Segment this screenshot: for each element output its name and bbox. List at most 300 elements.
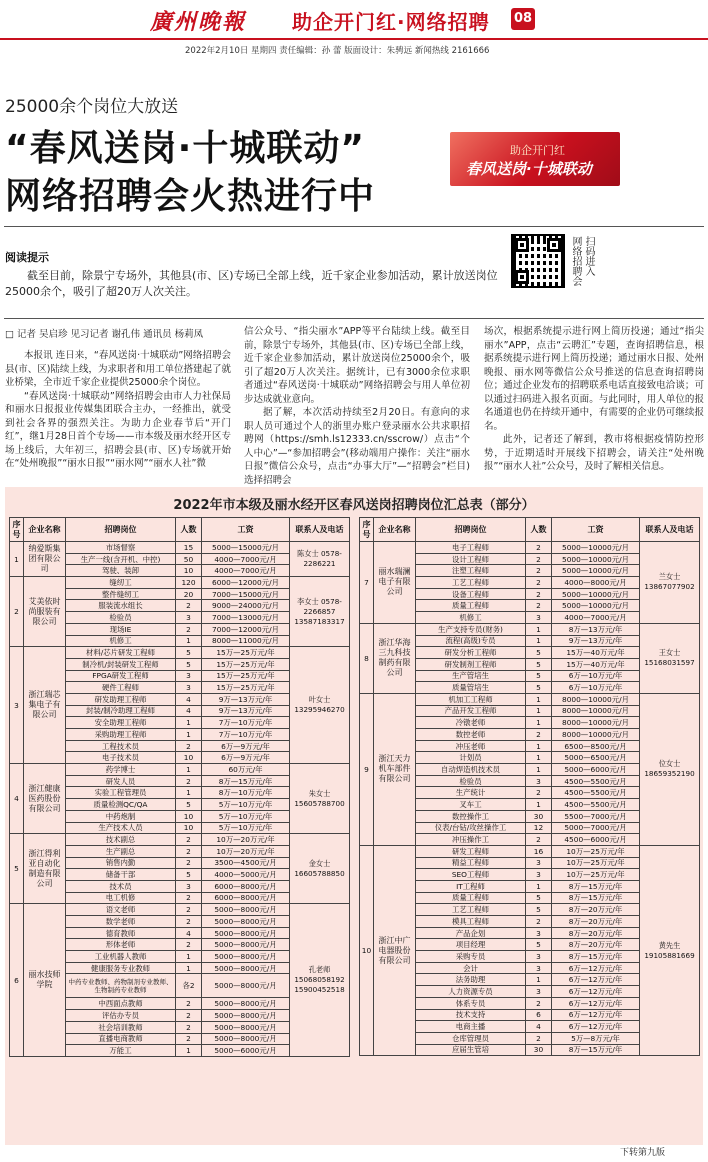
headcount: 2 <box>526 997 552 1009</box>
salary: 10万—20万元/年 <box>202 845 290 857</box>
job-title: 技术副总 <box>66 834 176 846</box>
recruitment-table-panel <box>5 487 703 1145</box>
qr-eye-icon <box>515 270 529 284</box>
company-name: 艾美依时尚服装有限公司 <box>24 577 66 647</box>
campaign-banner <box>450 132 620 186</box>
paragraph: 本报讯 连日来，“春风送岗·十城联动”网络招聘会县(市、区)陆续上线，为求职者和用工单位搭建起了就业桥梁，全市近千家企业提供25000余个岗位。 <box>5 350 231 388</box>
contact: 王女士 15168031597 <box>640 623 700 693</box>
job-title: 研发人员 <box>66 775 176 787</box>
job-title: FPGA研发工程师 <box>66 670 176 682</box>
salary: 8万—13万元/年 <box>552 623 640 635</box>
table-row <box>10 904 350 916</box>
row-number: 10 <box>360 845 374 1055</box>
headcount: 各2 <box>176 974 202 998</box>
job-title: 流程(高级)专员 <box>416 635 526 647</box>
paragraph: “春风送岗·十城联动”网络招聘会由市人力社保局和丽水日报报业传媒集团联合主办，一经推出，就受到社会各界的强烈关注。为助力企业春节后“开门红”，继1月28日首个专场——市本级及丽水经开区专场上线后，大年初三，招聘会县(市、区)专场就开始在“处州晚报”“丽水日报”“丽水网”“丽水人社”微 <box>5 390 231 469</box>
salary: 5万—10万元/年 <box>202 799 290 811</box>
job-title: 项目经理 <box>416 939 526 951</box>
salary: 9万—13万元/年 <box>202 705 290 717</box>
job-title: 万能工 <box>66 1045 176 1057</box>
company-name: 浙江健康医药股份有限公司 <box>24 764 66 834</box>
job-title: 生产副总 <box>66 845 176 857</box>
salary: 10万—20万元/年 <box>202 834 290 846</box>
headcount: 1 <box>176 962 202 974</box>
newspaper-logo: 廣州晚報 <box>150 9 247 35</box>
table-left <box>9 517 349 1057</box>
table-row <box>10 542 350 554</box>
company-name: 丽水瑞澜电子有限公司 <box>374 542 416 624</box>
divider <box>4 318 704 319</box>
headcount: 1 <box>526 705 552 717</box>
job-title: 数控操作工 <box>416 810 526 822</box>
job-title: 研发分析工程师 <box>416 647 526 659</box>
salary: 8万—10万元/年 <box>202 787 290 799</box>
salary: 8万—15万元/年 <box>552 1044 640 1056</box>
job-title: SEO工程师 <box>416 869 526 881</box>
job-title: 驾驶、装卸 <box>66 565 176 577</box>
headcount: 10 <box>176 565 202 577</box>
job-title: 研发制剂工程师 <box>416 658 526 670</box>
headcount: 5 <box>526 647 552 659</box>
contact: 陈女士 0578-2286221 <box>290 542 350 577</box>
job-title: 电工机修 <box>66 892 176 904</box>
headcount: 2 <box>176 998 202 1010</box>
job-title: 产品企划 <box>416 927 526 939</box>
job-title: 健康服务专业教师 <box>66 962 176 974</box>
headline-line-2: 网络招聘会火热进行中 <box>5 176 376 217</box>
paragraph: 信公众号、“指尖丽水”APP等平台陆续上线。截至目前，除景宁专场外，其他县(市、区)专场已全部上线，近千家企业参加活动，累计放送岗位25000余个，吸引了超20万人次关注。据统计，已有3000余位求职者通过“春风送岗·十城联动”网络招聘会与用人单位初步达成就业意向。 <box>244 326 470 405</box>
qr-code[interactable] <box>511 234 565 288</box>
recruitment-table-right <box>359 517 700 1056</box>
column-header: 工资 <box>552 518 640 542</box>
row-number: 5 <box>10 834 24 904</box>
headcount: 10 <box>176 822 202 834</box>
recruitment-table-left <box>9 517 350 1057</box>
salary: 4000—5000元/月 <box>202 869 290 881</box>
headcount: 2 <box>526 916 552 928</box>
job-title: 生产支持专员(财务) <box>416 623 526 635</box>
salary: 15万—40万元/年 <box>552 658 640 670</box>
headcount: 15 <box>176 542 202 554</box>
salary: 5000—8000元/月 <box>202 998 290 1010</box>
contact: 李女士 0578-2266857 13587183317 <box>290 577 350 647</box>
salary: 3500—4500元/月 <box>202 857 290 869</box>
headcount: 20 <box>176 588 202 600</box>
column-header: 联系人及电话 <box>640 518 700 542</box>
column-header: 联系人及电话 <box>290 518 350 542</box>
salary: 5000—8000元/月 <box>202 939 290 951</box>
salary: 5000—10000元/月 <box>552 565 640 577</box>
salary: 6000—12000元/月 <box>202 577 290 589</box>
headcount: 3 <box>526 775 552 787</box>
column-header: 人数 <box>176 518 202 542</box>
job-title: 模具工程师 <box>416 916 526 928</box>
paragraph: 据了解，本次活动持续至2月20日。有意向的求职人员可通过个人的浙里办账户登录丽水公共求职招聘网（https://smh.ls12333.cn/sscrow/）点击“个人中心”—“参加招聘会”(移动端用户操作：关注“丽水日报”微信公众号，点击“办事大厅”—“招聘会”栏目)选择招聘会 <box>244 407 470 486</box>
salary: 6万—12万元/年 <box>552 986 640 998</box>
job-title: 人力资源专员 <box>416 986 526 998</box>
row-number: 7 <box>360 542 374 624</box>
job-title: 语文老师 <box>66 904 176 916</box>
column-header: 招聘岗位 <box>416 518 526 542</box>
headcount: 4 <box>176 693 202 705</box>
salary: 5万—8万元/年 <box>552 1032 640 1044</box>
job-title: 仓库管理员 <box>416 1032 526 1044</box>
table-row <box>10 647 350 659</box>
job-title: 法务助理 <box>416 974 526 986</box>
headcount: 1 <box>176 635 202 647</box>
salary: 15万—40万元/年 <box>552 647 640 659</box>
salary: 10万—25万元/年 <box>552 857 640 869</box>
job-title: 现场IE <box>66 623 176 635</box>
salary: 6万—12万元/年 <box>552 997 640 1009</box>
table-header-row <box>360 518 700 542</box>
column-header: 人数 <box>526 518 552 542</box>
article-column-2 <box>244 325 470 487</box>
headcount: 2 <box>176 834 202 846</box>
headcount: 2 <box>526 588 552 600</box>
salary: 8万—20万元/年 <box>552 916 640 928</box>
column-header: 工资 <box>202 518 290 542</box>
job-title: 仪表/台钻/攻丝操作工 <box>416 822 526 834</box>
job-title: 检验员 <box>66 612 176 624</box>
headcount: 3 <box>176 670 202 682</box>
column-header: 招聘岗位 <box>66 518 176 542</box>
headcount: 2 <box>526 577 552 589</box>
job-title: 会计 <box>416 962 526 974</box>
company-name: 纳爱斯集团有限公司 <box>24 542 66 577</box>
salary: 5000—15000元/月 <box>202 542 290 554</box>
headcount: 2 <box>176 845 202 857</box>
job-title: 工艺工程师 <box>416 904 526 916</box>
salary: 6500—8500元/月 <box>552 740 640 752</box>
job-title: 社会培训教师 <box>66 1021 176 1033</box>
contact: 位女士 18659352190 <box>640 693 700 845</box>
headcount: 5 <box>526 670 552 682</box>
salary: 5万—10万元/年 <box>202 810 290 822</box>
article-column-1 <box>5 349 231 471</box>
salary: 5万—10万元/年 <box>202 822 290 834</box>
headcount: 5 <box>526 939 552 951</box>
contact: 叶女士 13295946270 <box>290 647 350 764</box>
headcount: 2 <box>526 1032 552 1044</box>
headcount: 2 <box>176 623 202 635</box>
headcount: 5 <box>176 658 202 670</box>
row-number: 4 <box>10 764 24 834</box>
headcount: 2 <box>176 740 202 752</box>
headcount: 2 <box>176 775 202 787</box>
banner-line-2: 春风送岗·十城联动 <box>466 160 592 178</box>
salary: 9000—24000元/月 <box>202 600 290 612</box>
job-title: 形体老师 <box>66 939 176 951</box>
salary: 8000—11000元/月 <box>202 635 290 647</box>
headcount: 5 <box>176 799 202 811</box>
headcount: 3 <box>176 682 202 694</box>
headcount: 5 <box>526 682 552 694</box>
job-title: 冲压老师 <box>416 740 526 752</box>
headcount: 12 <box>526 822 552 834</box>
salary: 6万—12万元/年 <box>552 1021 640 1033</box>
salary: 7万—10万元/年 <box>202 729 290 741</box>
row-number: 3 <box>10 647 24 764</box>
salary: 8000—10000元/月 <box>552 705 640 717</box>
salary: 5000—8000元/月 <box>202 916 290 928</box>
company-name: 丽水技师学院 <box>24 904 66 1057</box>
headcount: 2 <box>526 834 552 846</box>
headcount: 1 <box>526 880 552 892</box>
headcount: 10 <box>176 752 202 764</box>
salary: 4000—7000元/月 <box>202 553 290 565</box>
table-header-row <box>10 518 350 542</box>
salary: 6万—10万元/年 <box>552 682 640 694</box>
headcount: 1 <box>176 1045 202 1057</box>
job-title: 缝纫工 <box>66 577 176 589</box>
job-title: 市场督察 <box>66 542 176 554</box>
salary: 8万—15万元/年 <box>202 775 290 787</box>
headcount: 120 <box>176 577 202 589</box>
job-title: 设备工程师 <box>416 588 526 600</box>
salary: 6000—8000元/月 <box>202 880 290 892</box>
job-title: 中药专业教师、药物制剂专业教师、生物制药专业教师 <box>66 974 176 998</box>
headcount: 2 <box>526 553 552 565</box>
salary: 8万—20万元/年 <box>552 939 640 951</box>
job-title: 实验工程管理员 <box>66 787 176 799</box>
headcount: 5 <box>526 904 552 916</box>
company-name: 浙江华海三九科技制药有限公司 <box>374 623 416 693</box>
job-title: 封装/制冷助理工程师 <box>66 705 176 717</box>
salary: 8万—20万元/年 <box>552 927 640 939</box>
column-header: 企业名称 <box>374 518 416 542</box>
salary: 8000—10000元/月 <box>552 717 640 729</box>
paragraph: 场次，根据系统提示进行网上简历投递；通过“指尖丽水”APP，点击“云聘汇”专题，查询招聘信息，根据系统提示进行网上简历投递；通过丽水日报、处州晚报、丽水网等微信公众号推送的信息查询招聘岗位；通过企业发布的招聘联系电话直接致电洽谈；可以通过扫码进入报名页面。与此同时，用人单位的报名通道也仍在持续开通中，有需要的企业仍可继续报名。 <box>484 326 704 432</box>
salary: 15万—25万元/年 <box>202 670 290 682</box>
qr-caption-1: 网络招聘会 <box>570 236 581 286</box>
table-row <box>360 623 700 635</box>
headcount: 1 <box>526 635 552 647</box>
salary: 15万—25万元/年 <box>202 647 290 659</box>
headcount: 1 <box>526 799 552 811</box>
job-title: 直播电商教师 <box>66 1033 176 1045</box>
salary: 9万—13万元/年 <box>202 693 290 705</box>
headcount: 5 <box>526 892 552 904</box>
table-row <box>360 845 700 857</box>
banner-line-1: 助企开门红 <box>510 144 565 157</box>
job-title: 工艺工程师 <box>416 577 526 589</box>
job-title: 数控老师 <box>416 729 526 741</box>
salary: 6万—12万元/年 <box>552 1009 640 1021</box>
masthead <box>0 0 708 44</box>
salary: 15万—25万元/年 <box>202 682 290 694</box>
job-title: 中西面点教师 <box>66 998 176 1010</box>
salary: 5000—6000元/月 <box>552 764 640 776</box>
headcount: 3 <box>526 962 552 974</box>
job-title: 采购助理工程师 <box>66 729 176 741</box>
headcount: 1 <box>176 729 202 741</box>
table-right <box>359 517 699 1056</box>
headcount: 2 <box>176 939 202 951</box>
headline-line-1: “春风送岗·十城联动” <box>5 128 365 169</box>
job-title: 检验员 <box>416 775 526 787</box>
page-number: 08 <box>511 8 535 30</box>
salary: 8万—15万元/年 <box>552 892 640 904</box>
headcount: 1 <box>526 717 552 729</box>
headcount: 2 <box>176 1010 202 1022</box>
headcount: 3 <box>176 612 202 624</box>
kicker: 25000余个岗位大放送 <box>5 97 179 117</box>
job-title: 生产一线(含开机、中控) <box>66 553 176 565</box>
job-title: 质量工程师 <box>416 600 526 612</box>
headcount: 4 <box>526 1021 552 1033</box>
salary: 5000—8000元/月 <box>202 962 290 974</box>
job-title: 研发工程师 <box>416 845 526 857</box>
job-title: 叉车工 <box>416 799 526 811</box>
job-title: 药学博士 <box>66 764 176 776</box>
job-title: 德育教师 <box>66 927 176 939</box>
job-title: 机修工 <box>416 612 526 624</box>
headcount: 3 <box>526 612 552 624</box>
salary: 6万—12万元/年 <box>552 974 640 986</box>
headcount: 1 <box>526 974 552 986</box>
headcount: 2 <box>526 565 552 577</box>
contact: 金女士 16605788850 <box>290 834 350 904</box>
row-number: 9 <box>360 693 374 845</box>
salary: 6万—9万元/年 <box>202 740 290 752</box>
headcount: 1 <box>526 693 552 705</box>
salary: 4000—7000元/月 <box>202 565 290 577</box>
table-row <box>360 542 700 554</box>
headcount: 30 <box>526 810 552 822</box>
salary: 4500—5500元/月 <box>552 787 640 799</box>
job-title: 机修工 <box>66 635 176 647</box>
job-title: 安全助理工程师 <box>66 717 176 729</box>
headcount: 2 <box>176 904 202 916</box>
salary: 6万—10万元/年 <box>552 670 640 682</box>
contact: 朱女士 15605788700 <box>290 764 350 834</box>
salary: 4000—8000元/月 <box>552 577 640 589</box>
job-title: 储备干部 <box>66 869 176 881</box>
salary: 5000—8000元/月 <box>202 1021 290 1033</box>
headcount: 5 <box>176 869 202 881</box>
headcount: 2 <box>176 857 202 869</box>
job-title: 服装流水组长 <box>66 600 176 612</box>
job-title: 冲压操作工 <box>416 834 526 846</box>
salary: 7000—13000元/月 <box>202 612 290 624</box>
job-title: 计划员 <box>416 752 526 764</box>
salary: 7000—15000元/月 <box>202 588 290 600</box>
headcount: 4 <box>176 705 202 717</box>
job-title: 生产技术人员 <box>66 822 176 834</box>
salary: 8000—10000元/月 <box>552 693 640 705</box>
job-title: 注塑工程师 <box>416 565 526 577</box>
row-number: 6 <box>10 904 24 1057</box>
headcount: 2 <box>176 1033 202 1045</box>
table-row <box>10 834 350 846</box>
job-title: 技术支持 <box>416 1009 526 1021</box>
contact: 黄先生 19105881669 <box>640 845 700 1055</box>
job-title: 工程技术员 <box>66 740 176 752</box>
headcount: 2 <box>176 600 202 612</box>
salary: 6万—12万元/年 <box>552 962 640 974</box>
column-header: 企业名称 <box>24 518 66 542</box>
salary: 5500—7000元/月 <box>552 810 640 822</box>
headcount: 2 <box>526 542 552 554</box>
salary: 4500—5500元/月 <box>552 799 640 811</box>
job-title: 机加工工程师 <box>416 693 526 705</box>
company-name: 浙江天力机车部件有限公司 <box>374 693 416 845</box>
job-title: 生产管培生 <box>416 670 526 682</box>
column-header: 序号 <box>360 518 374 542</box>
salary: 4000—7000元/月 <box>552 612 640 624</box>
headcount: 30 <box>526 1044 552 1056</box>
continued-note: 下转第九版 <box>620 1148 666 1158</box>
salary: 7000—12000元/月 <box>202 623 290 635</box>
job-title: IT工程师 <box>416 880 526 892</box>
job-title: 数学老师 <box>66 916 176 928</box>
salary: 7万—10万元/年 <box>202 717 290 729</box>
job-title: 应届生管培 <box>416 1044 526 1056</box>
job-title: 精益工程师 <box>416 857 526 869</box>
job-title: 制冷机/封装研发工程师 <box>66 658 176 670</box>
job-title: 采购专员 <box>416 951 526 963</box>
salary: 8万—15万元/年 <box>552 880 640 892</box>
job-title: 材料/芯片研发工程师 <box>66 647 176 659</box>
job-title: 自动焊造机技术员 <box>416 764 526 776</box>
headcount: 3 <box>176 880 202 892</box>
job-title: 冷镦老师 <box>416 717 526 729</box>
salary: 5000—8000元/月 <box>202 904 290 916</box>
headcount: 2 <box>176 1021 202 1033</box>
headcount: 3 <box>526 927 552 939</box>
headcount: 5 <box>526 658 552 670</box>
headcount: 50 <box>176 553 202 565</box>
salary: 5000—6000元/月 <box>202 1045 290 1057</box>
company-name: 浙江中广电器股份有限公司 <box>374 845 416 1055</box>
headcount: 1 <box>526 764 552 776</box>
headcount: 1 <box>176 951 202 963</box>
salary: 4500—5500元/月 <box>552 775 640 787</box>
job-title: 中药炮制 <box>66 810 176 822</box>
headcount: 3 <box>526 986 552 998</box>
job-title: 硬件工程师 <box>66 682 176 694</box>
salary: 5000—8000元/月 <box>202 1033 290 1045</box>
table-row <box>10 577 350 589</box>
headcount: 2 <box>526 600 552 612</box>
company-name: 浙江得利亚自动化制造有限公司 <box>24 834 66 904</box>
contact: 兰女士 13867077902 <box>640 542 700 624</box>
paragraph: 此外，记者还了解到，教市将根据疫情防控形势，于近期适时开展线下招聘会，请关注“处州晚报”“丽水人社”公众号，及时了解相关信息。 <box>484 434 704 472</box>
headcount: 1 <box>176 764 202 776</box>
headcount: 2 <box>176 916 202 928</box>
salary: 8000—10000元/月 <box>552 729 640 741</box>
salary: 5000—8000元/月 <box>202 927 290 939</box>
job-title: 研发助理工程师 <box>66 693 176 705</box>
salary: 8万—20万元/年 <box>552 904 640 916</box>
qr-eye-icon <box>515 238 529 252</box>
qr-eye-icon <box>547 238 561 252</box>
salary: 5000—8000元/月 <box>202 974 290 998</box>
job-title: 技术员 <box>66 880 176 892</box>
table-row <box>10 764 350 776</box>
headcount: 2 <box>526 787 552 799</box>
job-title: 质量工程师 <box>416 892 526 904</box>
byline: □ 记者 吴启珍 见习记者 谢孔伟 通讯员 杨莉凤 <box>5 329 204 340</box>
job-title: 电子工程师 <box>416 542 526 554</box>
salary: 10万—25万元/年 <box>552 845 640 857</box>
job-title: 电商主播 <box>416 1021 526 1033</box>
headcount: 3 <box>526 951 552 963</box>
headcount: 5 <box>176 647 202 659</box>
row-number: 1 <box>10 542 24 577</box>
contact: 孔老师 15068058192 15900452518 <box>290 904 350 1057</box>
